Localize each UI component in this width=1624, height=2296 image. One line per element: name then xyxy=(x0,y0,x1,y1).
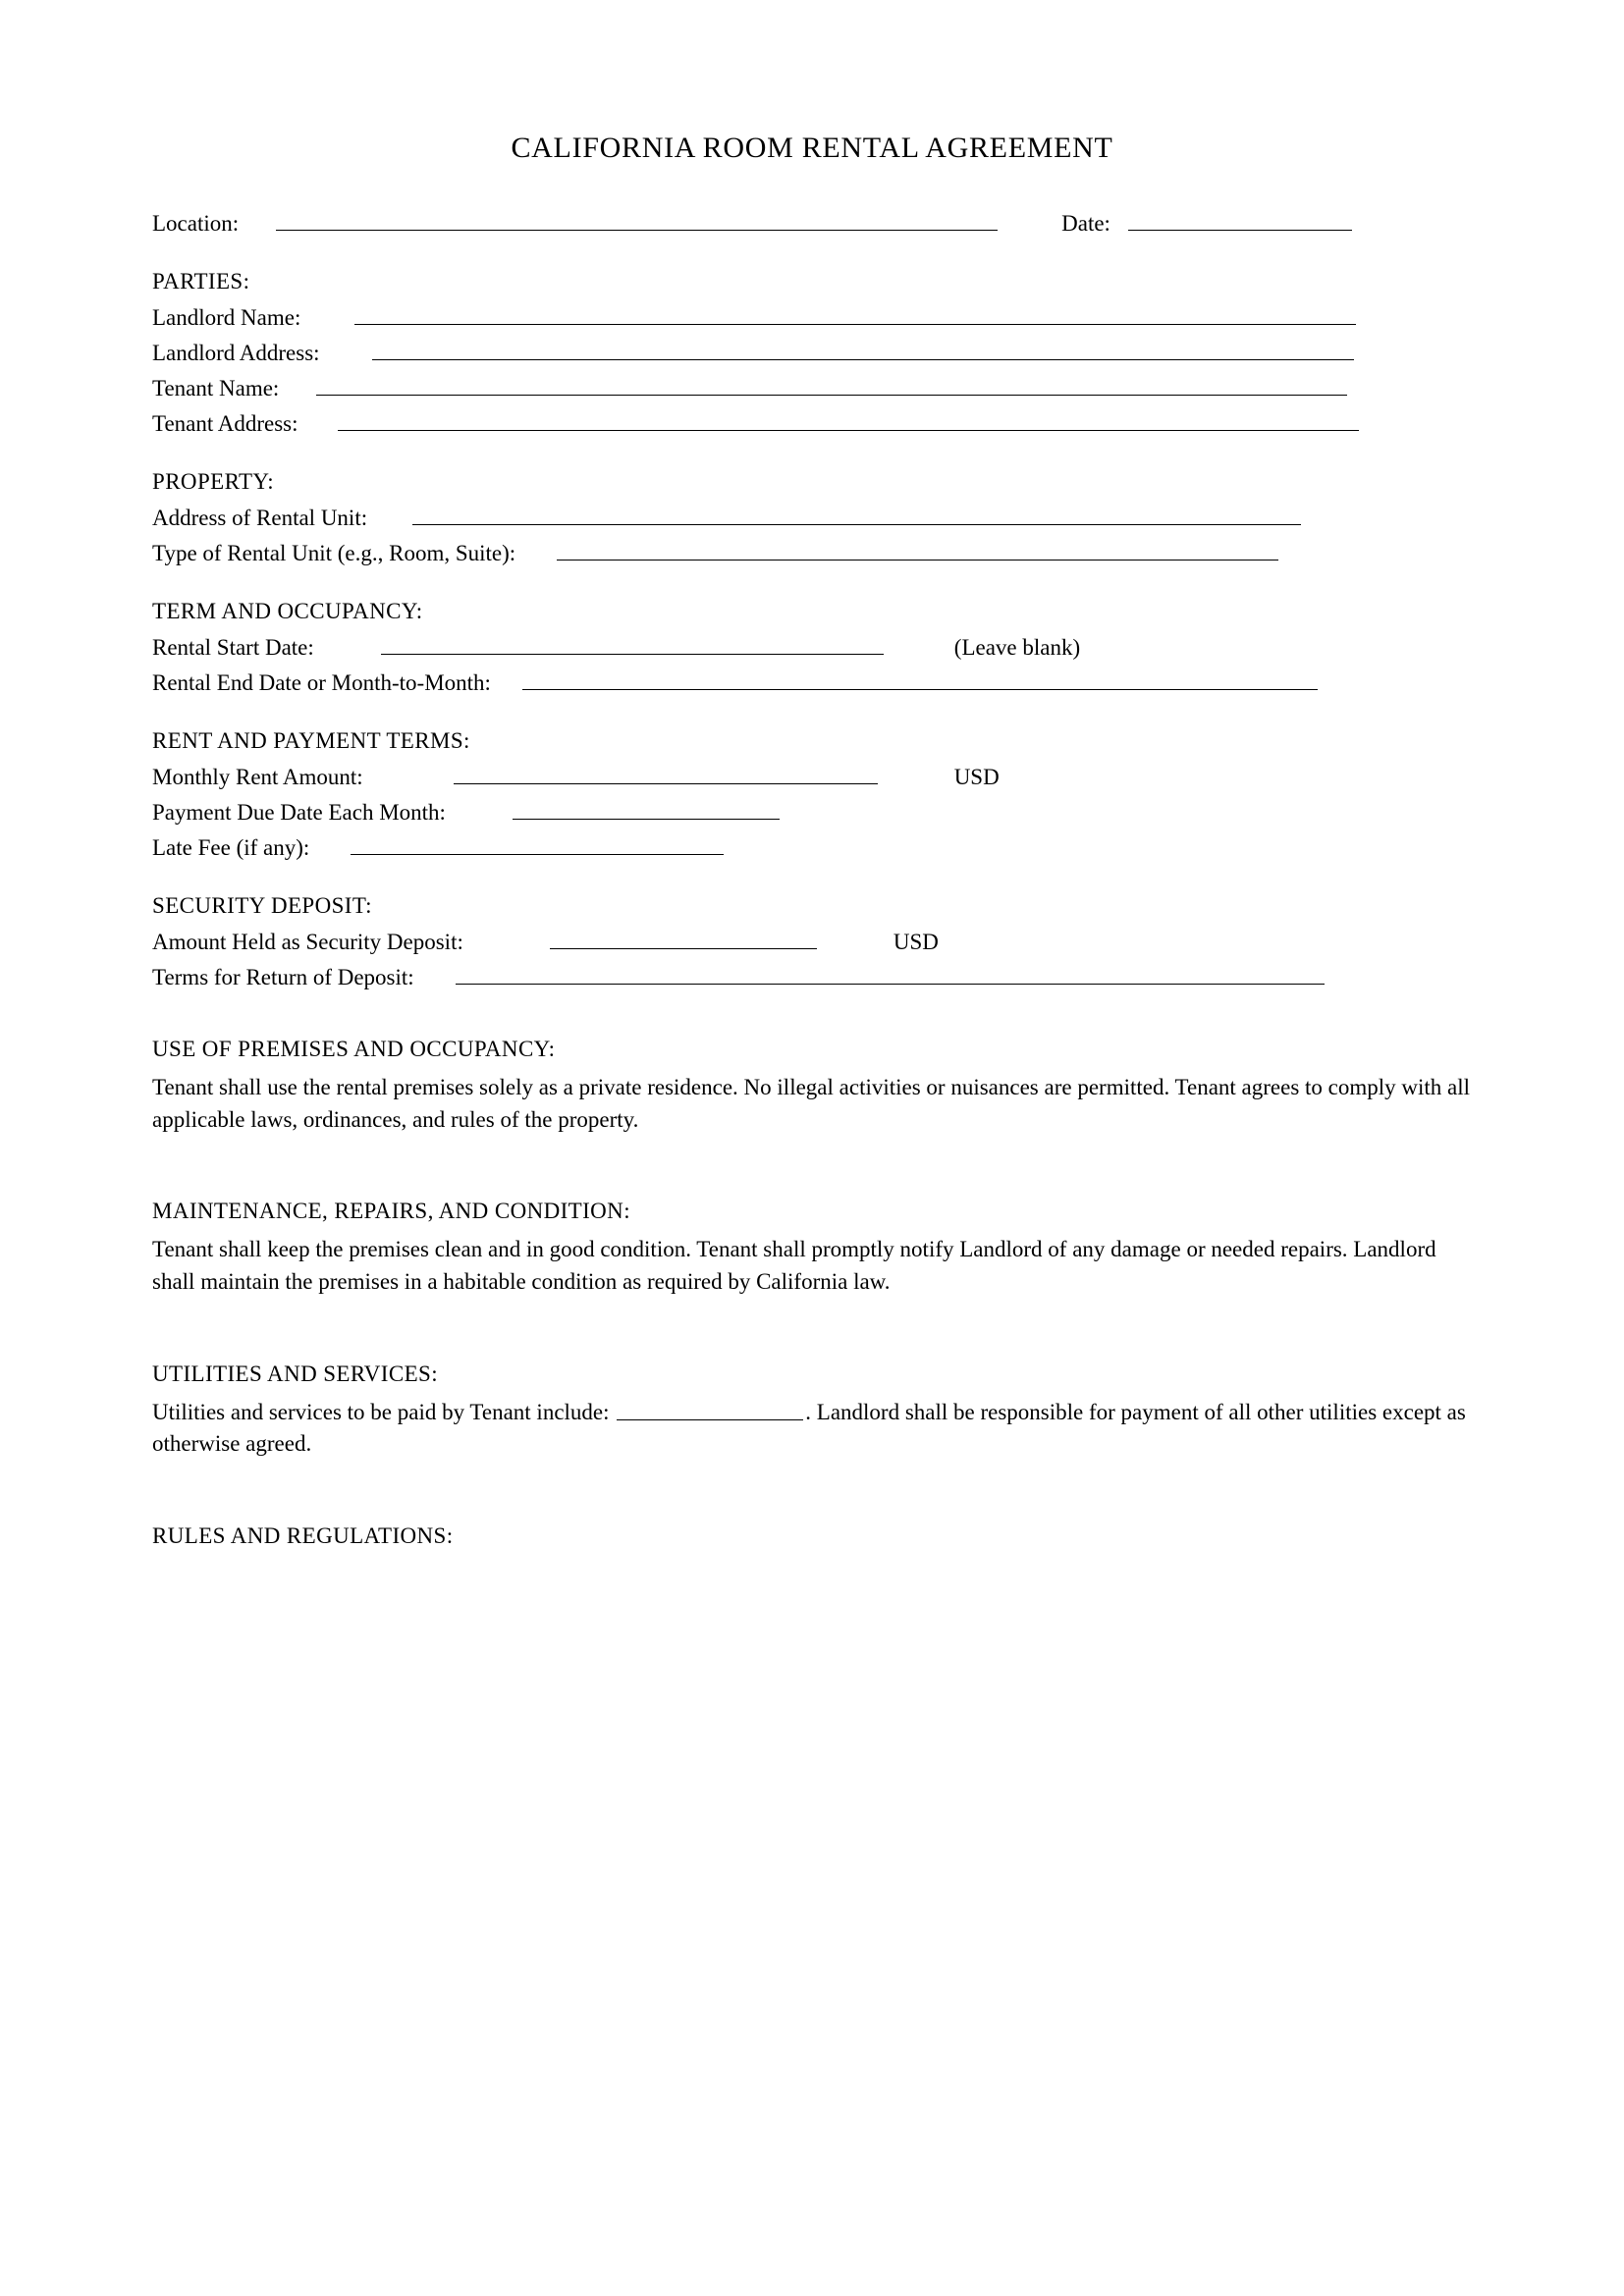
rental-end-input[interactable] xyxy=(522,671,1318,690)
unit-type-row xyxy=(152,542,1472,565)
payment-due-input[interactable] xyxy=(513,801,780,820)
landlord-name-input[interactable] xyxy=(354,306,1356,325)
landlord-name-row xyxy=(152,306,1472,330)
deposit-amount-input[interactable] xyxy=(550,931,817,949)
utilities-heading: UTILITIES AND SERVICES: xyxy=(152,1361,439,1386)
parties-heading: PARTIES: xyxy=(152,269,250,294)
rental-start-row xyxy=(152,636,1472,660)
maintenance-heading: MAINTENANCE, REPAIRS, AND CONDITION: xyxy=(152,1199,630,1224)
deposit-terms-row xyxy=(152,966,1472,989)
maintenance-body: Tenant shall keep the premises clean and in good condition. Tenant shall promptly notify Landlord of any damage or needed repairs. Landlord shall maintain the premises in a habitable condition as required by California law. xyxy=(152,1237,1436,1294)
unit-type-input[interactable] xyxy=(557,542,1278,561)
unit-address-label: Address of Rental Unit: xyxy=(152,506,368,530)
location-date-row xyxy=(152,212,1472,236)
rent-heading: RENT AND PAYMENT TERMS: xyxy=(152,728,470,753)
tenant-address-row xyxy=(152,412,1472,436)
deposit-amount-currency: USD xyxy=(893,930,939,954)
location-input[interactable] xyxy=(276,212,998,231)
deposit-amount-label: Amount Held as Security Deposit: xyxy=(152,930,463,954)
unit-type-label: Type of Rental Unit (e.g., Room, Suite): xyxy=(152,541,516,565)
monthly-rent-currency: USD xyxy=(953,765,1000,789)
landlord-address-label: Landlord Address: xyxy=(152,341,320,365)
term-heading: TERM AND OCCUPANCY: xyxy=(152,599,423,623)
use-heading: USE OF PREMISES AND OCCUPANCY: xyxy=(152,1037,556,1061)
landlord-address-row xyxy=(152,342,1472,365)
date-label: Date: xyxy=(1061,211,1110,236)
monthly-rent-input[interactable] xyxy=(454,766,878,784)
tenant-name-row xyxy=(152,377,1472,400)
utilities-input[interactable] xyxy=(617,1403,803,1420)
property-heading: PROPERTY: xyxy=(152,469,275,494)
date-input[interactable] xyxy=(1128,212,1352,231)
deposit-amount-row xyxy=(152,931,1472,954)
utilities-body xyxy=(152,1397,1472,1461)
location-label: Location: xyxy=(152,211,240,236)
late-fee-label: Late Fee (if any): xyxy=(152,835,310,860)
tenant-address-label: Tenant Address: xyxy=(152,411,298,436)
late-fee-row xyxy=(152,836,1472,860)
monthly-rent-label: Monthly Rent Amount: xyxy=(152,765,363,789)
deposit-terms-label: Terms for Return of Deposit: xyxy=(152,965,414,989)
utilities-body-after: . Landlord shall be responsible for payment of all other utilities except as otherwise agreed. xyxy=(152,1399,1466,1457)
rental-end-row xyxy=(152,671,1472,695)
monthly-rent-row xyxy=(152,766,1472,789)
rental-end-label: Rental End Date or Month-to-Month: xyxy=(152,670,491,695)
tenant-address-input[interactable] xyxy=(338,412,1359,431)
payment-due-label: Payment Due Date Each Month: xyxy=(152,800,446,825)
deposit-heading: SECURITY DEPOSIT: xyxy=(152,893,372,918)
rental-start-input[interactable] xyxy=(381,636,884,655)
utilities-body-before: Utilities and services to be paid by Tenant include: xyxy=(152,1399,610,1424)
rules-heading: RULES AND REGULATIONS: xyxy=(152,1522,454,1548)
rental-start-note: (Leave blank) xyxy=(953,635,1081,660)
tenant-name-input[interactable] xyxy=(316,377,1347,396)
payment-due-row xyxy=(152,801,1472,825)
unit-address-input[interactable] xyxy=(412,507,1301,525)
deposit-terms-input[interactable] xyxy=(456,966,1325,985)
landlord-address-input[interactable] xyxy=(372,342,1354,360)
late-fee-input[interactable] xyxy=(351,836,724,855)
use-body: Tenant shall use the rental premises solely as a private residence. No illegal activities or nuisances are permitted. Tenant agrees to comply with all applicable laws, ordinances, and rules of the property. xyxy=(152,1075,1471,1132)
rental-start-label: Rental Start Date: xyxy=(152,635,314,660)
page-title: CALIFORNIA ROOM RENTAL AGREEMENT xyxy=(511,132,1113,164)
unit-address-row xyxy=(152,507,1472,530)
landlord-name-label: Landlord Name: xyxy=(152,305,301,330)
tenant-name-label: Tenant Name: xyxy=(152,376,280,400)
